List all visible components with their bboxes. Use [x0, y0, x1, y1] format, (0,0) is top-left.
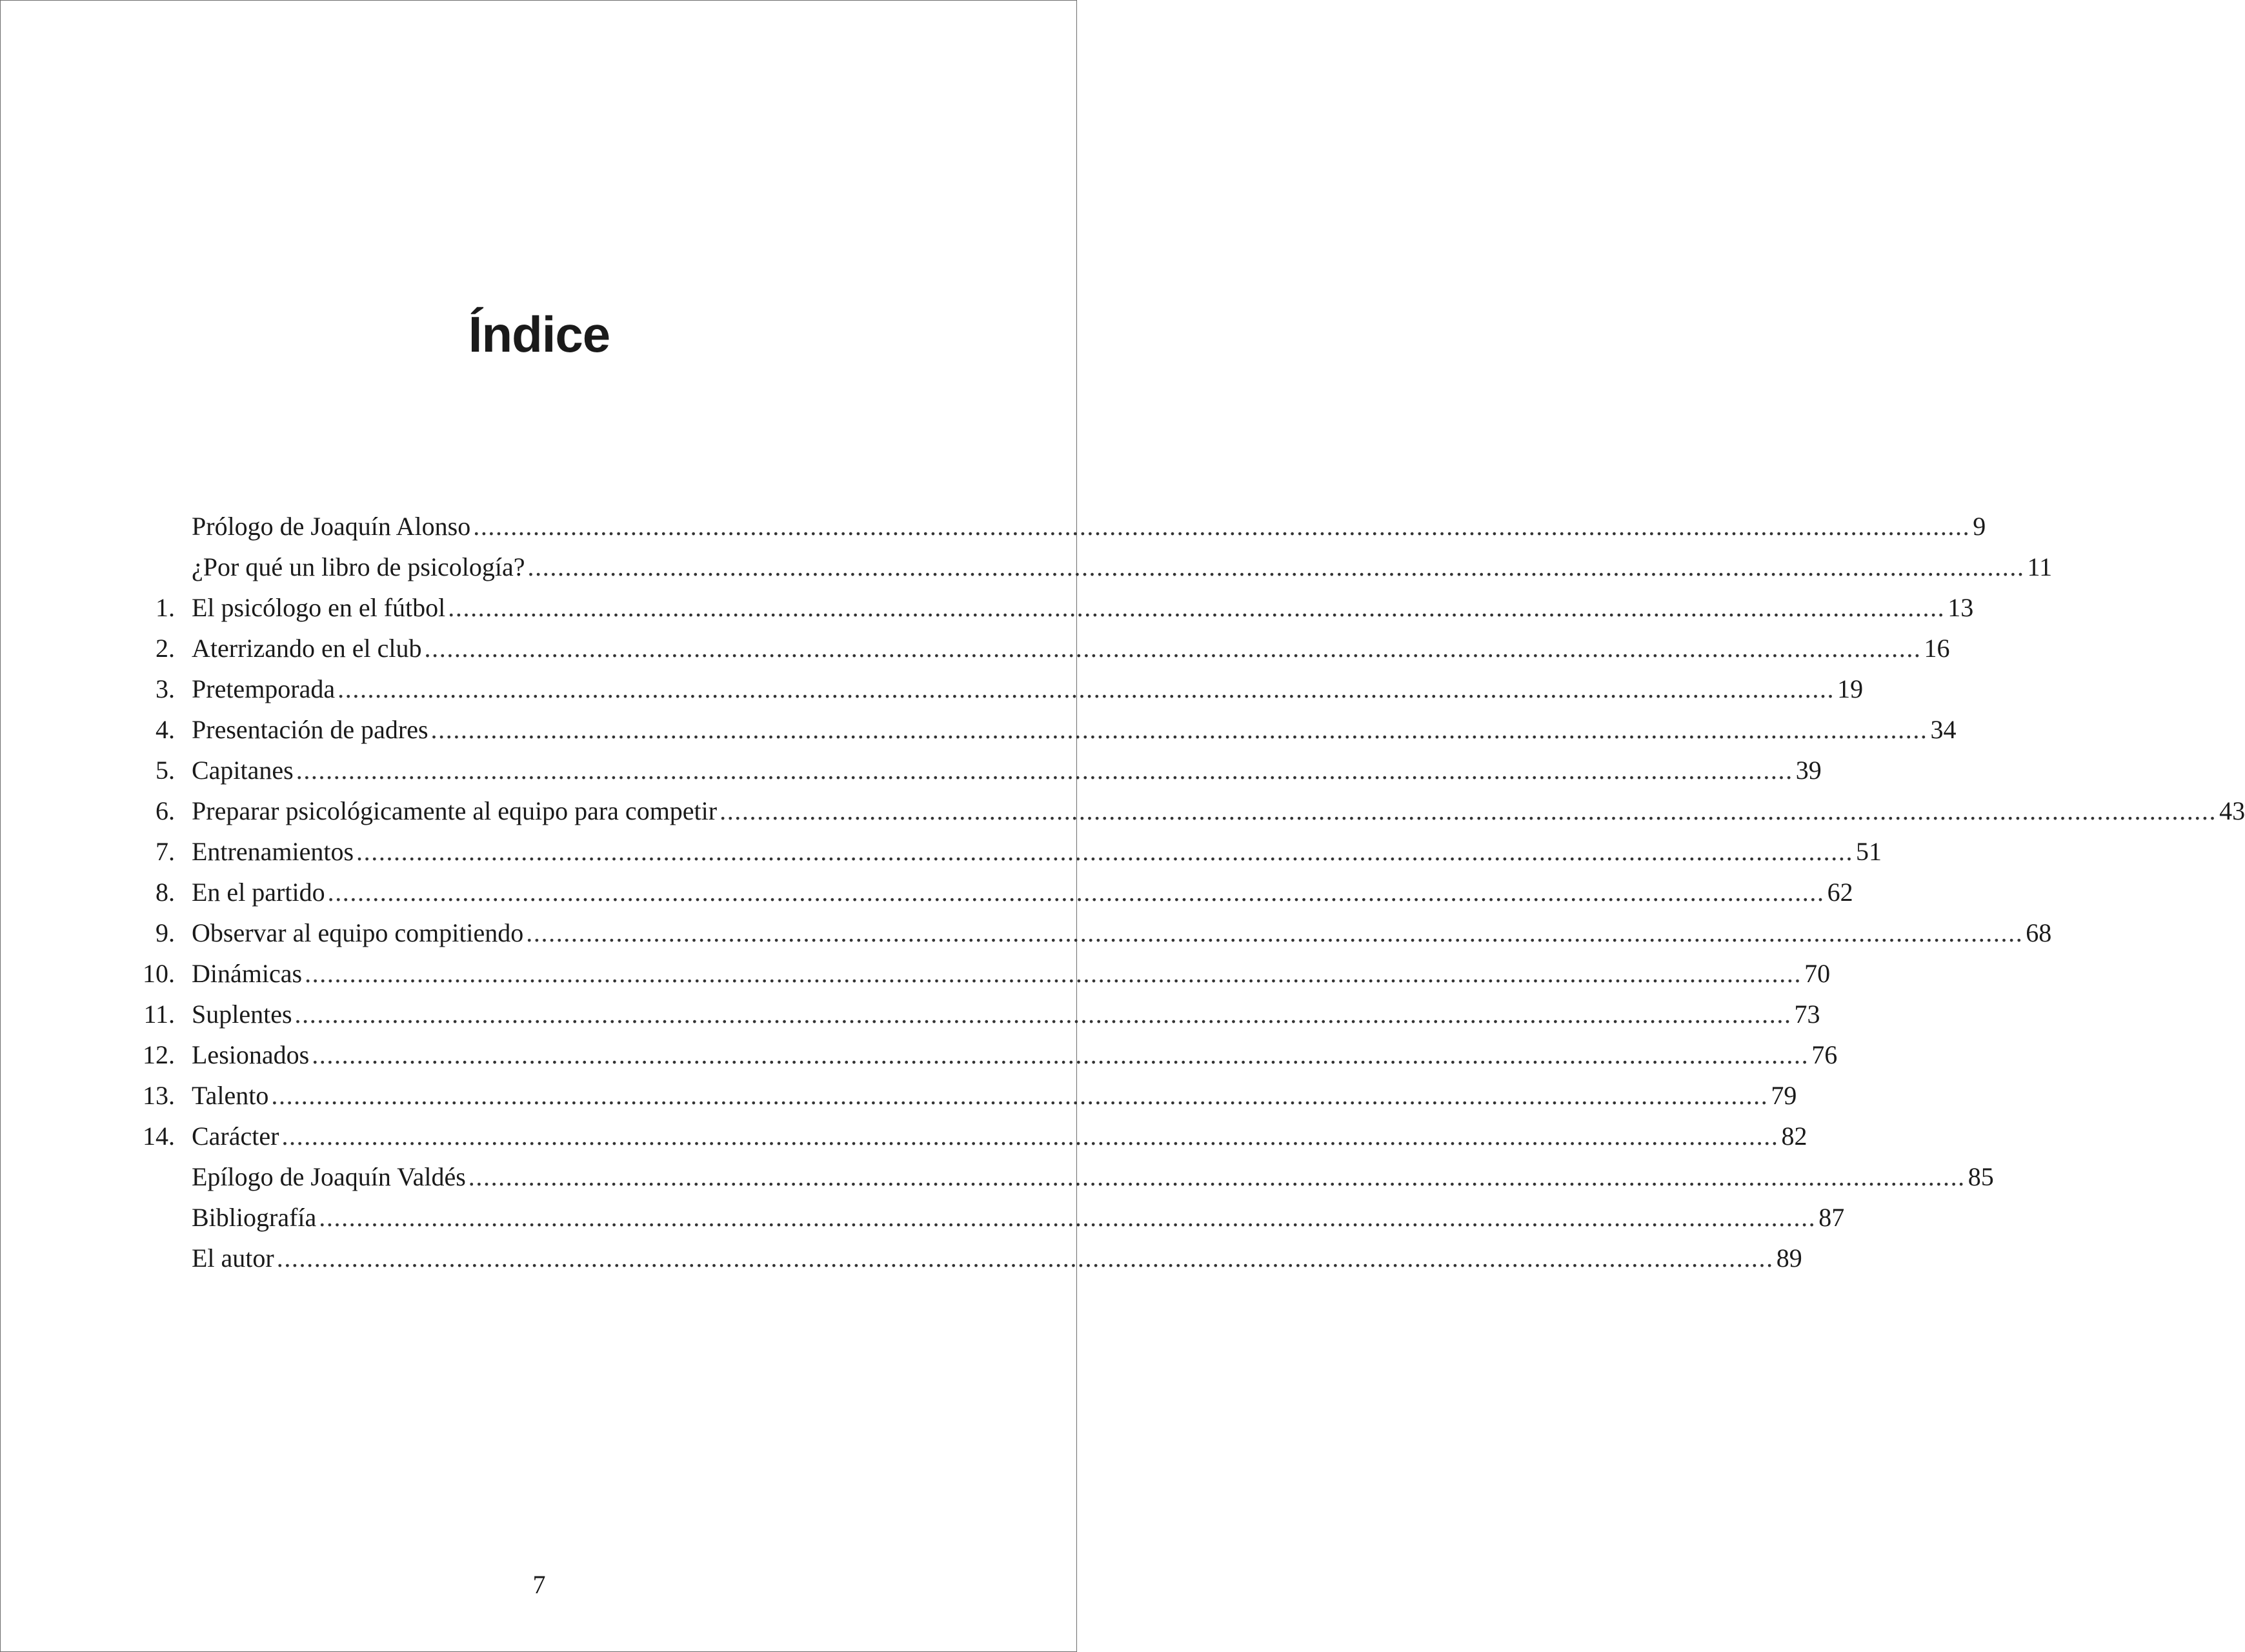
- toc-entry-title: ¿Por qué un libro de psicología?: [192, 552, 525, 581]
- toc-entry-page: 51: [1856, 837, 1882, 866]
- toc-entry-page: 89: [1776, 1244, 1802, 1273]
- toc-entry-page: 11: [2027, 552, 2053, 581]
- toc-entry-title: El psicólogo en el fútbol: [192, 593, 446, 622]
- toc-entry: [1, 1156, 1994, 1197]
- page-title: Índice: [468, 306, 610, 363]
- toc-entry-line: [192, 628, 1950, 669]
- toc-entry-title: Bibliografía: [192, 1203, 317, 1232]
- toc-entry-number: 5.: [156, 756, 175, 785]
- dot-leader: ........................................................................................................................................................................................................: [430, 715, 1928, 744]
- toc-entry-page: 43: [2219, 796, 2245, 825]
- toc-entry-line: [192, 587, 1974, 628]
- toc-entry-title: Pretemporada: [192, 674, 336, 703]
- toc-entry-line: [192, 1116, 1807, 1156]
- toc-entry: [1, 1034, 1838, 1075]
- toc-entry-line: [192, 953, 1831, 994]
- toc-entry-page: 73: [1794, 1000, 1820, 1029]
- toc-entry-line: [192, 506, 1986, 547]
- dot-leader: ........................................................................................................................................................................................................: [281, 1122, 1779, 1151]
- toc-entry-page: 79: [1771, 1081, 1797, 1110]
- toc-entry: [1, 1238, 1802, 1278]
- toc-entry-number: 6.: [156, 796, 175, 825]
- toc-entry-line: [192, 872, 1853, 912]
- toc-entry: [1, 709, 1957, 750]
- toc-entry-number: 14.: [143, 1122, 175, 1151]
- toc-entry-title: Entrenamientos: [192, 837, 354, 866]
- dot-leader: ........................................................................................................................................................................................................: [448, 593, 1946, 622]
- dot-leader: ........................................................................................................................................................................................................: [305, 959, 1802, 988]
- toc-entry-title: Aterrizando en el club: [192, 634, 422, 663]
- toc-entry-page: 87: [1818, 1203, 1845, 1232]
- toc-entry-number: 3.: [156, 674, 175, 703]
- toc-entry-number: 8.: [156, 878, 175, 907]
- toc-entry-line: [192, 994, 1820, 1034]
- toc-entry-number: 11.: [143, 1000, 175, 1029]
- toc-entry-page: 34: [1930, 715, 1957, 744]
- toc-entry: [1, 587, 1974, 628]
- toc-entry: [1, 1197, 1845, 1238]
- toc-entry: [1, 1116, 1807, 1156]
- toc-entry-title: Capitanes: [192, 756, 294, 785]
- toc-entry-page: 85: [1968, 1162, 1994, 1191]
- toc-entry: [1, 1075, 1797, 1116]
- toc-entry-title: En el partido: [192, 878, 325, 907]
- toc-entry-line: [192, 1197, 1845, 1238]
- dot-leader: ........................................................................................................................................................................................................: [468, 1162, 1966, 1191]
- toc-entry-line: [192, 831, 1882, 872]
- toc-entry-title: Observar al equipo compitiendo: [192, 918, 524, 947]
- toc-entry-title: Talento: [192, 1081, 269, 1110]
- toc-entry-page: 13: [1948, 593, 1974, 622]
- toc-entry: [1, 547, 2053, 587]
- toc-entry-number: 12.: [143, 1040, 175, 1069]
- page-number: 7: [532, 1570, 546, 1599]
- toc-entry-line: [192, 547, 2053, 587]
- toc-entry-page: 16: [1924, 634, 1950, 663]
- toc-entry: [1, 994, 1820, 1034]
- dot-leader: ........................................................................................................................................................................................................: [312, 1040, 1809, 1069]
- toc-entry-line: [192, 791, 2245, 831]
- toc-entry-title: Carácter: [192, 1122, 279, 1151]
- dot-leader: ........................................................................................................................................................................................................: [276, 1244, 1774, 1273]
- toc-entry: [1, 953, 1831, 994]
- dot-leader: ........................................................................................................................................................................................................: [527, 552, 2025, 581]
- toc-entry-number: 13.: [143, 1081, 175, 1110]
- dot-leader: ........................................................................................................................................................................................................: [424, 634, 1922, 663]
- dot-leader: ........................................................................................................................................................................................................: [319, 1203, 1817, 1232]
- dot-leader: ........................................................................................................................................................................................................: [473, 512, 1971, 541]
- toc-entry-line: [192, 1075, 1797, 1116]
- toc-entry-line: [192, 1156, 1994, 1197]
- toc-entry-line: [192, 669, 1864, 709]
- toc-entry-page: 62: [1827, 878, 1853, 907]
- toc-entry-title: Preparar psicológicamente al equipo para competir: [192, 796, 718, 825]
- toc-entry-line: [192, 709, 1957, 750]
- toc-entry: [1, 831, 1882, 872]
- toc-entry-title: Lesionados: [192, 1040, 310, 1069]
- toc-entry-number: 7.: [156, 837, 175, 866]
- toc-entry: [1, 669, 1864, 709]
- toc-entry-title: Suplentes: [192, 1000, 292, 1029]
- toc-entry-title: Epílogo de Joaquín Valdés: [192, 1162, 466, 1191]
- dot-leader: ........................................................................................................................................................................................................: [271, 1081, 1769, 1110]
- toc-entry-line: [192, 750, 1822, 791]
- toc-entry-page: 76: [1811, 1040, 1838, 1069]
- dot-leader: ........................................................................................................................................................................................................: [356, 837, 1854, 866]
- toc-entry-page: 9: [1973, 512, 1986, 541]
- toc-entry-page: 70: [1804, 959, 1831, 988]
- toc-entry-line: [192, 1238, 1802, 1278]
- toc-entry-line: [192, 912, 2052, 953]
- dot-leader: ........................................................................................................................................................................................................: [294, 1000, 1792, 1029]
- toc-entry-title: Dinámicas: [192, 959, 303, 988]
- dot-leader: ........................................................................................................................................................................................................: [337, 674, 1835, 703]
- toc-entry-number: 1.: [156, 593, 175, 622]
- dot-leader: ........................................................................................................................................................................................................: [720, 796, 2217, 825]
- dot-leader: ........................................................................................................................................................................................................: [327, 878, 1825, 907]
- toc-entry-page: 19: [1837, 674, 1864, 703]
- toc-entry: [1, 628, 1950, 669]
- dot-leader: ........................................................................................................................................................................................................: [296, 756, 1793, 785]
- toc-entry-page: 82: [1781, 1122, 1807, 1151]
- toc-entry-number: 4.: [156, 715, 175, 744]
- dot-leader: ........................................................................................................................................................................................................: [526, 918, 2024, 947]
- toc-entry-title: Presentación de padres: [192, 715, 428, 744]
- toc-entry-title: Prólogo de Joaquín Alonso: [192, 512, 471, 541]
- toc-entry: [1, 750, 1822, 791]
- toc-entry-page: 39: [1795, 756, 1822, 785]
- toc-entry-page: 68: [2026, 918, 2052, 947]
- toc-entry: [1, 872, 1853, 912]
- toc-entry: [1, 506, 1986, 547]
- toc-entry-number: 9.: [156, 918, 175, 947]
- toc-entry: [1, 912, 2052, 953]
- toc-entry-line: [192, 1034, 1838, 1075]
- toc-entry: [1, 791, 2245, 831]
- toc-entry-title: El autor: [192, 1244, 274, 1273]
- toc-entry-number: 10.: [143, 959, 175, 988]
- toc-entry-number: 2.: [156, 634, 175, 663]
